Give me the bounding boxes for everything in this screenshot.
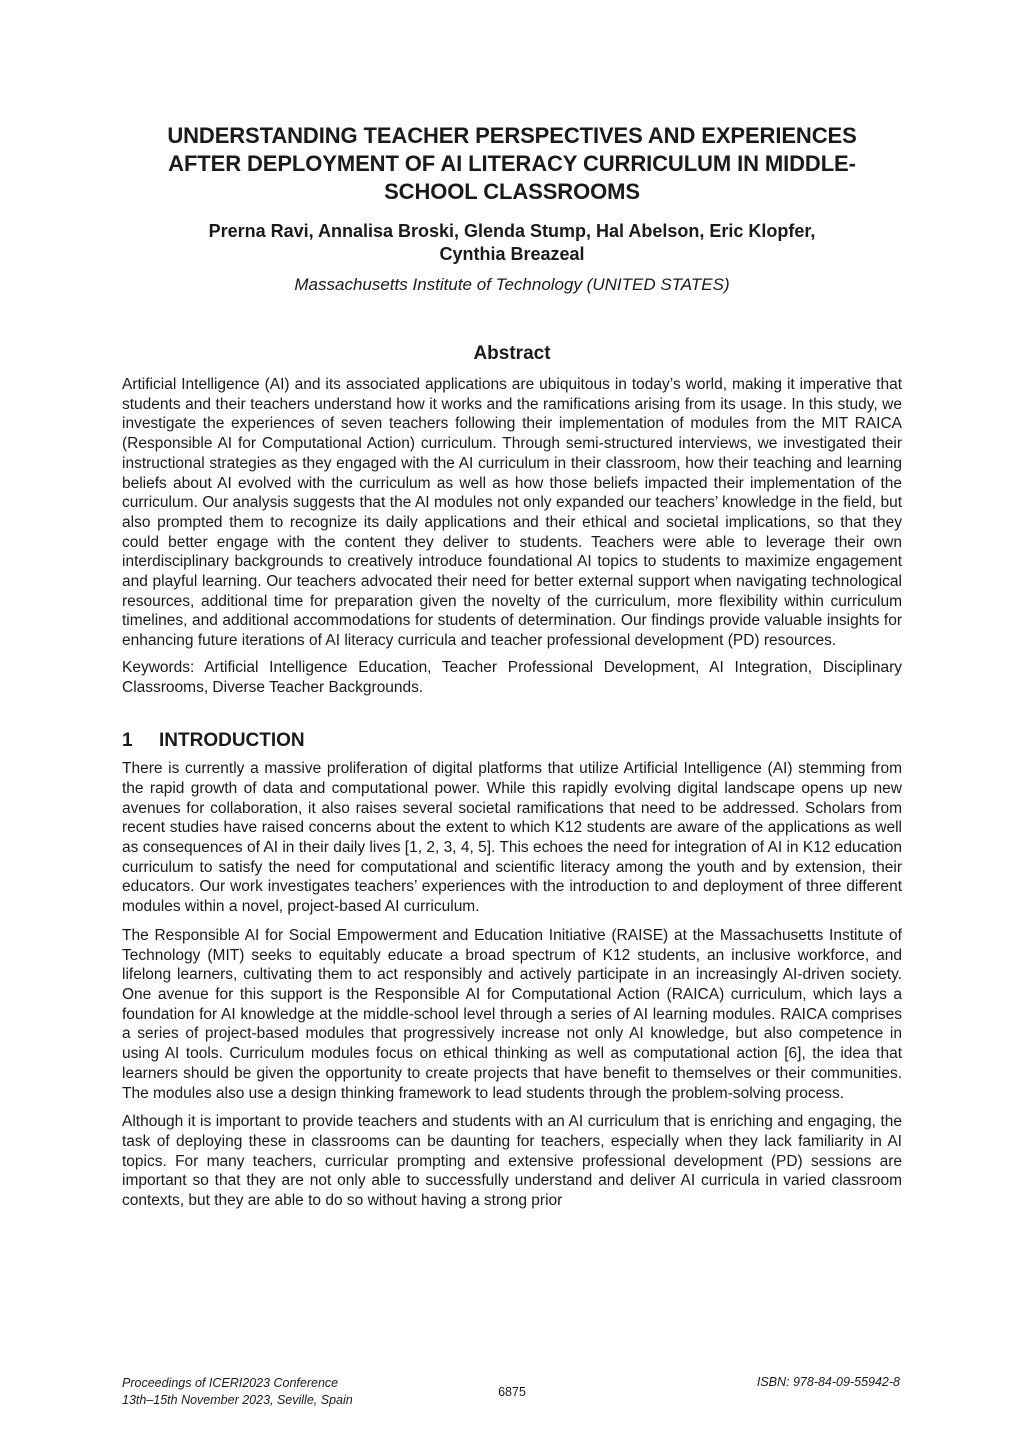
- abstract-heading: Abstract: [473, 343, 551, 364]
- author-line: Prerna Ravi, Annalisa Broski, Glenda Stump, Hal Abelson, Eric Klopfer,: [208, 221, 816, 241]
- paper-title: [122, 122, 902, 206]
- page-number: 6875: [498, 1385, 526, 1399]
- author-line: Cynthia Breazeal: [439, 244, 585, 264]
- title-line: SCHOOL CLASSROOMS: [384, 179, 640, 204]
- footer-conference: Proceedings of ICERI2023 Conference: [122, 1376, 339, 1390]
- section-number: 1: [122, 730, 133, 752]
- title-line: UNDERSTANDING TEACHER PERSPECTIVES AND EXPERIENCES: [167, 123, 857, 148]
- footer-isbn: ISBN: 978-84-09-55942-8: [756, 1375, 900, 1389]
- intro-paragraph-3: Although it is important to provide teachers and students with an AI curriculum that is enriching and engaging, the task of deploying these in classrooms can be daunting for teachers, especially when they lack familiarity in AI topics. For many teachers, curricular prompting and extensive professional development (PD) sessions are important so that they are not only able to successfully understand and deliver AI curricula in varied classroom contexts, but they are able to do so without having a strong prior: [122, 1113, 902, 1210]
- intro-paragraph-1: There is currently a massive proliferation of digital platforms that utilize Artificial Intelligence (AI) stemming from the rapid growth of data and computational power. While this rapidly evolving digital landscape opens up new avenues for collaboration, it also raises several societal ramifications that need to be addressed. Scholars from recent studies have raised concerns about the extent to which K12 students are aware of the applications as well as consequences of AI in their daily lives [1, 2, 3, 4, 5]. This echoes the need for integration of AI in K12 education curriculum to satisfy the need for computational and scientific literacy among the youth and by extension, their educators. Our work investigates teachers’ experiences with the introduction to and deployment of three different modules within a novel, project-based AI curriculum.: [122, 760, 902, 916]
- title-line: AFTER DEPLOYMENT OF AI LITERACY CURRICULUM IN MIDDLE-: [168, 151, 856, 176]
- affiliation: Massachusetts Institute of Technology (UNITED STATES): [294, 275, 730, 294]
- footer-date-location: 13th–15th November 2023, Seville, Spain: [122, 1393, 353, 1407]
- section-heading-introduction: [122, 729, 902, 753]
- paper-page: [122, 122, 902, 1211]
- intro-paragraph-2: The Responsible AI for Social Empowerment and Education Initiative (RAISE) at the Massachusetts Institute of Technology (MIT) seeks to equitably educate a broad spectrum of K12 students, an inclusive workforce, and lifelong learners, cultivating them to act responsibly and actively participate in an increasingly AI-driven society. One avenue for this support is the Responsible AI for Computational Action (RAICA) curriculum, which lays a foundation for AI knowledge at the middle-school level through a series of AI learning modules. RAICA comprises a series of project-based modules that progressively increase not only AI knowledge, but also competence in using AI tools. Curriculum modules focus on ethical thinking as well as computational action [6], the idea that learners should be given the opportunity to create projects that have benefit to themselves or their communities. The modules also use a design thinking framework to lead students through the problem-solving process.: [122, 926, 902, 1102]
- abstract-text: Artificial Intelligence (AI) and its associated applications are ubiquitous in today’s world, making it imperative that students and their teachers understand how it works and the ramifications arising from its usage. In this study, we investigate the experiences of seven teachers following their implementation of modules from the MIT RAICA (Responsible AI for Computational Action) curriculum. Through semi-structured interviews, we investigated their instructional strategies as they engaged with the AI curriculum in their classroom, how their teaching and learning beliefs about AI evolved with the curriculum as well as how those beliefs impacted their implementation of the curriculum. Our analysis suggests that the AI modules not only expanded our teachers’ knowledge in the field, but also prompted them to recognize its daily applications and their ethical and societal implications, so that they could better engage with the content they deliver to students. Teachers were able to leverage their own interdisciplinary backgrounds to creatively introduce foundational AI topics to students to maximize engagement and playful learning. Our teachers advocated their need for better external support when navigating technological resources, additional time for preparation given the novelty of the curriculum, more flexibility within curriculum timelines, and additional accommodations for students of determination. Our findings provide valuable insights for enhancing future iterations of AI literacy curricula and teacher professional development (PD) resources.: [122, 376, 902, 650]
- keywords: Keywords: Artificial Intelligence Education, Teacher Professional Development, AI Integration, Disciplinary Classrooms, Diverse Teacher Backgrounds.: [122, 658, 902, 696]
- author-list: [122, 220, 902, 266]
- section-title: INTRODUCTION: [159, 730, 305, 752]
